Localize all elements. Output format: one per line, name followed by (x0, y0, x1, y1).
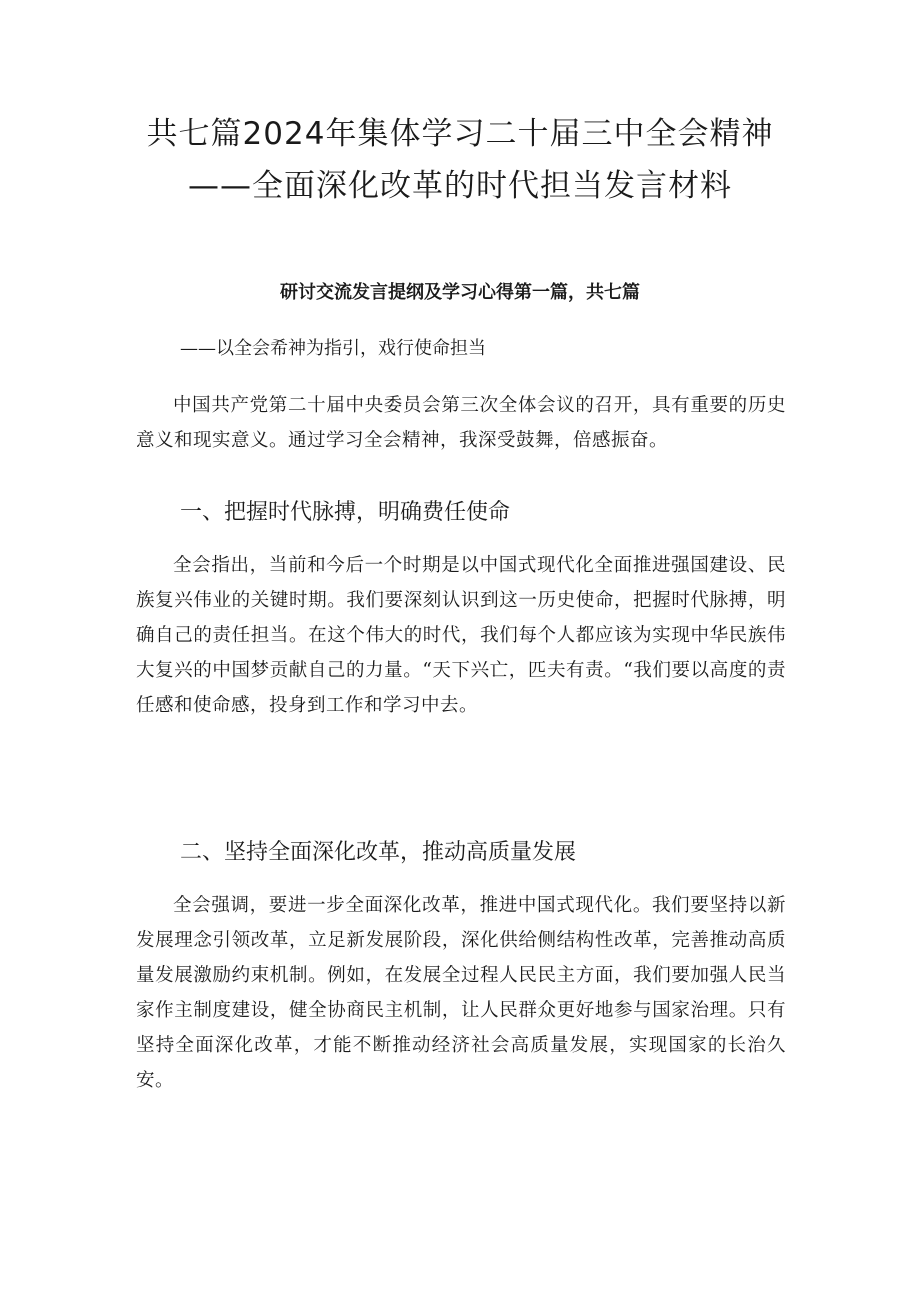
document-title: 共七篇2024年集体学习二十届三中全会精神——全面深化改革的时代担当发言材料 (146, 116, 774, 204)
section-heading-2: 二、坚持全面深化改革，推动高质量发展 (180, 840, 577, 865)
section-body-2: 全会强调，要进一步全面深化改革，推进中国式现代化。我们要坚持以新发展理念引领改革，立足新发展阶段，深化供给侧结构性改革，完善推动高质量发展激励约束机制。例如，在发展全过程人民民主方面，我们要加强人民当家作主制度建设，健全协商民主机制，让人民群众更好地参与国家治理。只有坚持全面深化改革，才能不断推动经济社会高质量发展，实现国家的长治久安。 (136, 895, 786, 1091)
document-subtitle: 研讨交流发言提纲及学习心得第一篇，共七篇 (280, 282, 640, 303)
intro-paragraph: 中国共产党第二十届中央委员会第三次全体会议的召开，具有重要的历史意义和现实意义。通过学习全会精神，我深受鼓舞，倍感振奋。 (136, 395, 786, 451)
section-body-1: 全会指出，当前和今后一个时期是以中国式现代化全面推进强国建设、民族复兴伟业的关键时期。我们要深刻认识到这一历史使命，把握时代脉搏，明确自己的责任担当。在这个伟大的时代，我们每个人都应该为实现中华民族伟大复兴的中国梦贡献自己的力量。“天下兴亡，匹夫有责。“我们要以高度的责任感和使命感，投身到工作和学习中去。 (136, 555, 786, 716)
document-tagline: ——以全会希神为指引，戏行使命担当 (180, 338, 486, 359)
section-heading-1: 一、把握时代脉搏，明确费任使命 (180, 500, 511, 525)
